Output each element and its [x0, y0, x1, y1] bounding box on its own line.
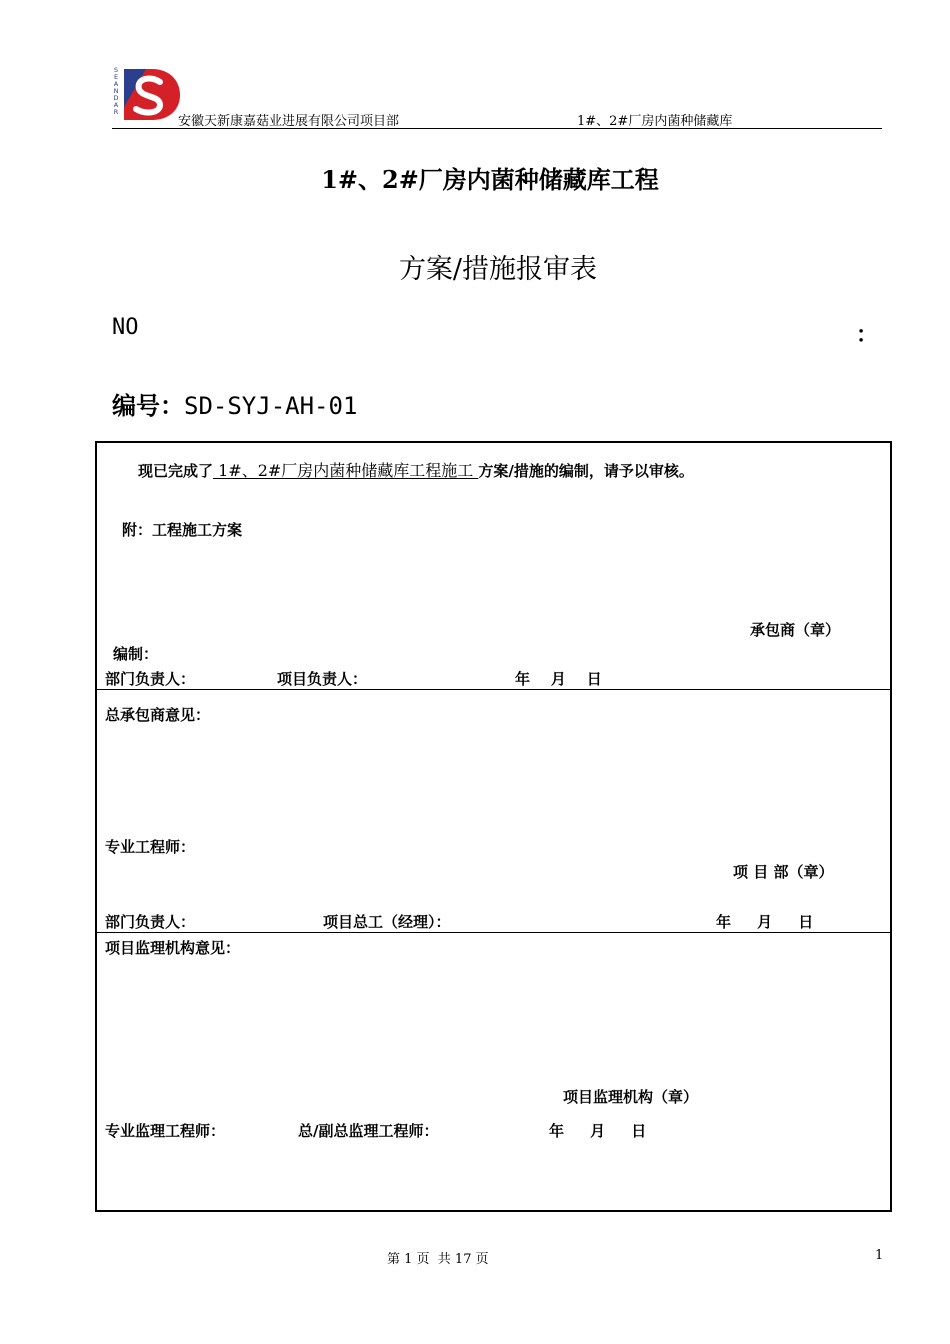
intro-prefix: 现已完成了 [138, 462, 214, 480]
project-chief-label: 项目总工（经理）： [323, 913, 451, 931]
intro-fill-in: 1#、2#厂房内菌种储藏库工程施工 [213, 461, 479, 480]
logo-mark-icon [112, 67, 184, 122]
no-colon: ： [856, 322, 879, 348]
code-value: SD-SYJ-AH-01 [184, 392, 358, 420]
supervisor-label: 专业监理工程师： [105, 1122, 226, 1140]
logo-lettering: S E A N D A R [113, 66, 119, 116]
page-number: 1 [875, 1248, 884, 1263]
general-contractor-opinion-heading: 总承包商意见： [105, 706, 211, 724]
chief-supervisor-label: 总/副总监理工程师： [298, 1122, 439, 1140]
contractor-stamp-label: 承包商（章） [750, 621, 841, 639]
supervision-opinion-heading: 项目监理机构意见： [105, 939, 241, 957]
page-info: 第 1 页 共 17 页 [387, 1252, 489, 1267]
header-company: 安徽天新康嘉菇业进展有限公司项目部 [178, 114, 400, 129]
section2-date: 年 月 日 [716, 913, 814, 931]
company-logo [112, 67, 184, 122]
project-title: 1#、2#厂房内菌种储藏库工程 [321, 165, 659, 194]
section1-date: 年 月 日 [515, 670, 602, 688]
header-project: 1#、2#厂房内菌种储藏库 [577, 114, 733, 129]
project-dept-stamp-label: 项 目 部（章） [733, 863, 834, 881]
dept-head-label: 部门负责人： [105, 670, 196, 688]
dept-head-label-2: 部门负责人： [105, 913, 196, 931]
attachment-note: 附：工程施工方案 [122, 521, 243, 539]
no-label: NO [112, 315, 139, 340]
project-head-label: 项目负责人： [277, 670, 368, 688]
header-divider [112, 128, 882, 129]
intro-suffix: 方案/措施的编制，请予以审核。 [478, 462, 694, 480]
intro-statement [138, 458, 694, 481]
engineer-label: 专业工程师： [105, 838, 196, 856]
form-divider-2 [95, 932, 890, 933]
review-form [95, 441, 892, 1212]
document-code [112, 386, 357, 421]
form-title: 方案/措施报审表 [398, 254, 598, 285]
code-label: 编号： [112, 391, 184, 420]
section3-date: 年 月 日 [549, 1122, 647, 1140]
supervision-stamp-label: 项目监理机构（章） [563, 1088, 699, 1106]
form-divider-1 [95, 689, 890, 690]
compiler-label: 编制： [113, 645, 159, 663]
